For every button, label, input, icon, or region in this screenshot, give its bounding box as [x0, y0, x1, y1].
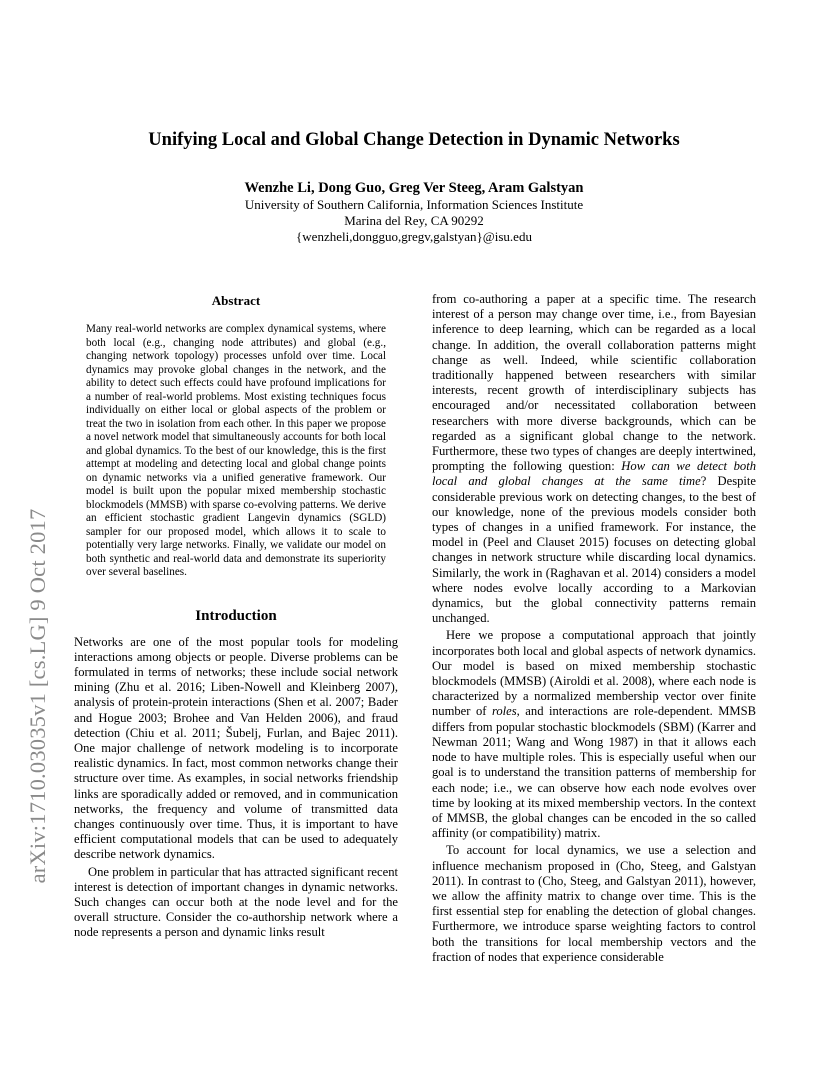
- abstract-heading: Abstract: [211, 293, 261, 308]
- introduction-heading: Introduction: [195, 607, 277, 624]
- affiliation-location: Marina del Rey, CA 90292: [344, 213, 484, 228]
- emphasized-question: How can we detect both local and global changes at the same time: [432, 459, 756, 489]
- text-run: from co-authoring a paper at a specific time. The research interest of a person may change over time, i.e., from Bayesian inference to deep learning, which can be regarded as a local change. In addition, the overall collaboration patterns might change as well. Indeed, while scientific collaboration traditionally happened between researchers with similar interests, recent growth of interdisciplinary subjects has encouraged and/or necessitated collaboration between researchers with more diverse backgrounds, which can be regarded as a significant global change to the network. Furthermore, these two types of changes are deeply intertwined, prompting the following question:: [432, 292, 756, 474]
- abstract-text: Many real-world networks are complex dynamical systems, where both local (e.g., changing node attributes) and global (e.g., changing network topology) processes unfold over time. Local dynamics may provoke global changes in the network, and the ability to detect such effects could have profound implications for a number of real-world problems. Most existing techniques focus individually on either local or global aspects of the problem or treat the two in isolation from each other. In this paper we propose a novel network model that simultaneously accounts for both local and global dynamics. To the best of our knowledge, this is the first attempt at modeling and detecting local and global change points on dynamic networks via a unified generative framework. Our model is built upon the popular mixed membership stochastic blockmodels (MMSB) with sparse co-evolving patterns. We derive an efficient stochastic gradient Langevin dynamics (SGLD) sampler for our proposed model, which allows it to scale to potentially very large networks. Finally, we validate our model on both synthetic and real-world data and demonstrate its superiority over several baselines.: [86, 323, 386, 578]
- text-run: Here we propose a computational approach that jointly incorporates both local and global aspects of network dynamics. Our model is based on mixed membership stochastic blockmodels (MMSB) (Airoldi et al. 2008), where each node is characterized by a normalized membership vector over finite number of: [432, 628, 756, 719]
- text-run: ? Despite considerable previous work on detecting changes, to the best of our knowledge, none of the previous models consider both types of changes in a unified framework. For instance, the model in (Peel and Clauset 2015) focuses on detecting global changes in network structure while discarding local dynamics. Similarly, the work in (Raghavan et al. 2014) considers a model where nodes evolve locally according to a Markovian dynamics, but the global connectivity patterns remain unchanged.: [432, 474, 757, 626]
- emphasized-term: roles: [491, 704, 517, 719]
- intro-paragraph-2-continued: [432, 292, 756, 626]
- right-column: [432, 292, 756, 965]
- arxiv-identifier: arXiv:1710.03035v1 [cs.LG] 9 Oct 2017: [25, 508, 50, 884]
- author-affiliation: [0, 197, 828, 245]
- intro-paragraph-3: [432, 628, 756, 841]
- intro-paragraph-1: Networks are one of the most popular tools for modeling interactions among objects or people. Diverse problems can be formulated in terms of networks; these include social network mining (Zhu et al. 2016; Liben-Nowell and Kleinberg 2007), analysis of protein-protein interactions (Shen et al. 2007; Bader and Hogue 2003; Brohee and Van Helden 2006), and fraud detection (Chiu et al. 2011; Šubelj, Furlan, and Bajec 2011). One major challenge of network modeling is to incorporate realistic dynamics. In fact, most common networks change their structure over time. As examples, in social networks friendship links are sporadically added or removed, and in communication networks, the frequency and volume of transmitted data changes continuously over time. Thus, it is important to have efficient computational models that can be used to adequately describe network dynamics.: [74, 634, 398, 862]
- intro-paragraph-4: To account for local dynamics, we use a selection and influence mechanism proposed in (Cho, Steeg, and Galstyan 2011). In contrast to (Cho, Steeg, and Galstyan 2011), however, we allow the affinity matrix to change over time. This is the first essential step for enabling the detection of global changes. Furthermore, we introduce sparse weighting factors to control both the transitions for local membership vectors and the fraction of nodes that experience considerable: [432, 843, 756, 964]
- paper-title: Unifying Local and Global Change Detection in Dynamic Networks: [148, 130, 680, 150]
- affiliation-institute: University of Southern California, Information Sciences Institute: [244, 197, 584, 212]
- arxiv-sidebar: [18, 296, 58, 884]
- intro-paragraph-2: One problem in particular that has attracted significant recent interest is detection of important changes in dynamic networks. Such changes can occur both at the node level and for the overall structure. Consider the co-authorship network where a node represents a person and dynamic links result: [74, 864, 398, 940]
- paper-authors: Wenzhe Li, Dong Guo, Greg Ver Steeg, Aram Galstyan: [244, 180, 584, 196]
- author-emails: {wenzheli,dongguo,gregv,galstyan}@isu.edu: [296, 229, 532, 244]
- left-column: [74, 293, 398, 941]
- text-run: , and interactions are role-dependent. MMSB differs from popular stochastic blockmodels (SBM) (Karrer and Newman 2011; Wang and Wong 1987) in that it allows each node to have multiple roles. This is especially useful when our goal is to understand the transition patterns of membership for each node; i.e., we can observe how each node evolves over time by looking at its mixed membership vectors. In the context of MMSB, the global changes can be encoded in the so called affinity (or compatibility) matrix.: [432, 704, 757, 841]
